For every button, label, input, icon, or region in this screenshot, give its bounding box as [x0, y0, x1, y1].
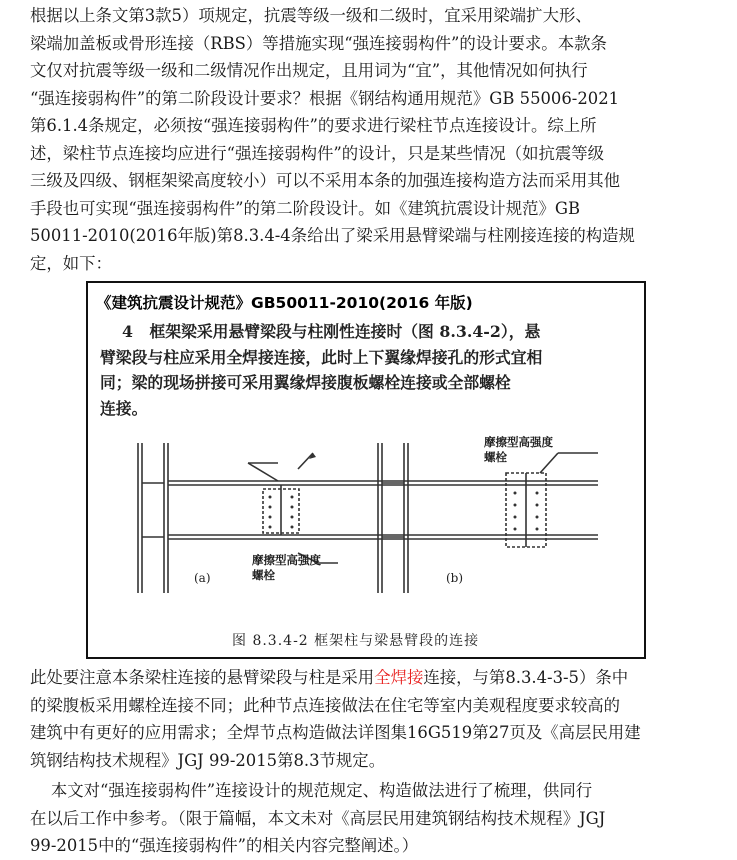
text-line: 梁端加盖板或骨形连接（RBS）等措施实现“强连接弱构件”的设计要求。本款条: [30, 33, 607, 53]
connection-drawing: [128, 433, 608, 655]
figure-label-b-line1: 摩擦型高强度: [484, 435, 553, 449]
excerpt-line: 4 框架梁采用悬臂梁段与柱刚性连接时（图 8.3.4-2），悬: [100, 322, 541, 341]
text-line: 述，梁柱节点连接均应进行“强连接弱构件”的设计，只是某些情况（如抗震等级: [30, 143, 605, 163]
intro-paragraph: [30, 2, 710, 277]
figure-sub-b: (b): [446, 571, 464, 585]
text-line: 在以后工作中参考。（限于篇幅，本文未对《高层民用建筑钢结构技术规程》JGJ: [30, 808, 606, 828]
note-line1-prefix: 此处要注意本条梁柱连接的悬臂梁段与柱是采用: [30, 668, 375, 687]
text-line: 建筑中有更好的应用需求；全焊节点构造做法详图集16G519第27页及《高层民用建: [30, 723, 641, 742]
text-line: 第6.1.4条规定，必须按“强连接弱构件”的要求进行梁柱节点连接设计。综上所: [30, 116, 597, 135]
text-line: 文仅对抗震等级一级和二级情况作出规定，且用词为“宜”，其他情况如何执行: [30, 61, 588, 80]
text-line: 筑钢结构技术规程》JGJ 99-2015第8.3节规定。: [30, 750, 386, 770]
note-line1-suffix: 连接，与第8.3.4-3-5）条中: [423, 668, 629, 687]
figure-label-a: [252, 553, 321, 583]
text-line: 定，如下：: [30, 253, 112, 273]
connection-figure: [128, 433, 608, 655]
note-paragraph: [30, 664, 710, 774]
text-line: 手段也可实现“强连接弱构件”的第二阶段设计。如《建筑抗震设计规范》GB: [30, 198, 581, 218]
highlight-text: 全焊接: [374, 668, 424, 687]
text-line: 本文对“强连接弱构件”连接设计的规范规定、构造做法进行了梳理，供同行: [30, 781, 593, 800]
excerpt-line: 臂梁段与柱应采用全焊接连接，此时上下翼缘焊接孔的形式宜相: [100, 347, 543, 367]
figure-caption: 图 8.3.4-2 框架柱与梁悬臂段的连接: [232, 633, 480, 649]
text-line: 50011-2010(2016年版)第8.3.4-4条给出了梁采用悬臂梁端与柱刚接连接的构造规: [30, 226, 635, 245]
closing-paragraph: [30, 777, 710, 860]
text-line: “强连接弱构件”的第二阶段设计要求？根据《钢结构通用规范》GB 55006-2021: [30, 88, 620, 108]
figure-sub-a: (a): [194, 571, 211, 585]
text-line: 根据以上条文第3款5）项规定，抗震等级一级和二级时，宜采用梁端扩大形、: [30, 6, 592, 25]
figure-label-a-line2: 螺栓: [252, 568, 275, 582]
code-excerpt-box: [86, 281, 646, 659]
figure-label-b: [484, 435, 553, 465]
figure-label-b-line2: 螺栓: [484, 450, 507, 464]
text-line: [30, 664, 710, 692]
excerpt-line: 连接。: [100, 398, 148, 418]
text-line: 的梁腹板采用螺栓连接不同；此种节点连接做法在住宅等室内美观程度要求较高的: [30, 695, 621, 715]
excerpt-line: 同；梁的现场拼接可采用翼缘焊接腹板螺栓连接或全部螺栓: [100, 373, 511, 392]
excerpt-title: 《建筑抗震设计规范》GB50011-2010(2016 年版): [96, 294, 473, 312]
text-line: 三级及四级、钢框架梁高度较小）可以不采用本条的加强连接构造方法而采用其他: [30, 171, 621, 190]
text-line: 99-2015中的“强连接弱构件”的相关内容完整阐述。）: [30, 836, 419, 855]
excerpt-body: [100, 319, 630, 421]
figure-label-a-line1: 摩擦型高强度: [252, 553, 321, 567]
